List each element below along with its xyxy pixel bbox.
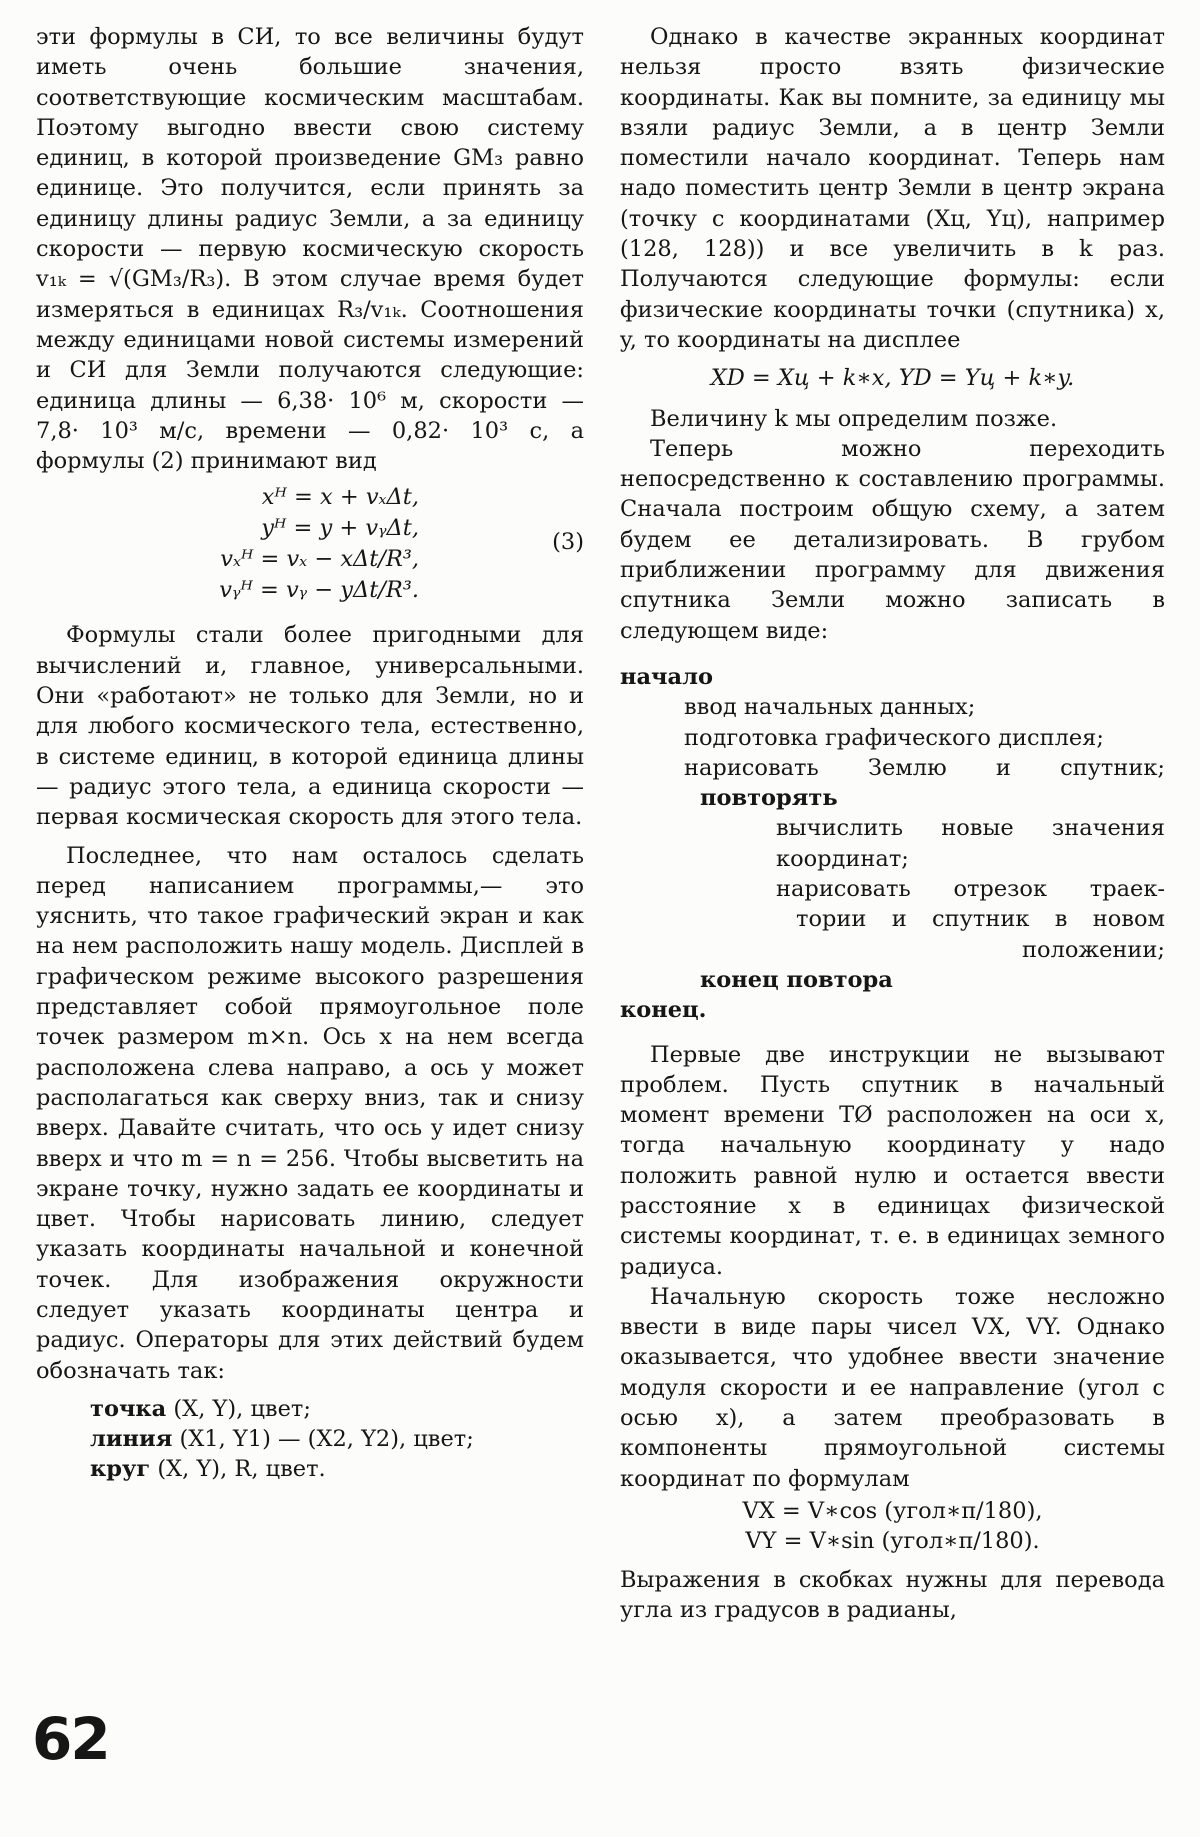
algo-step-trajectory-2: тории и спутник в новом — [796, 906, 1165, 933]
algo-step-trajectory-3: положении; — [1022, 936, 1165, 963]
formula-vy: VY = V∗sin (угол∗π/180). — [745, 1528, 1040, 1555]
algo-step-draw: нарисовать Землю и спутник; — [684, 754, 1165, 781]
operator-args: (X, Y), R, цвет. — [150, 1456, 326, 1483]
formula-block-3 — [36, 482, 584, 610]
formula-y-new: yᴴ = y + vᵧΔt, — [261, 515, 419, 542]
algo-step-compute-2: координат; — [776, 845, 909, 872]
formula-display-coords: XD = Xц + k∗x, YD = Yц + k∗y. — [710, 365, 1075, 392]
algo-end: конец. — [620, 997, 707, 1024]
left-column — [36, 22, 584, 1485]
paragraph-initial-speed: Начальную скорость тоже несложно ввести в виде пары чисел VX, VY. Однако оказывается, что удобнее ввести значение модуля скорости и ее направление (угол с осью x), а затем преобразовать в компоненты прямоугольной системы координат по формулам — [620, 1283, 1165, 1492]
page-number: 62 — [32, 1705, 109, 1773]
formula-number: (3) — [552, 529, 584, 556]
operator-keyword: точка — [90, 1395, 167, 1422]
paragraph-program: Теперь можно переходить непосредственно к составлению программы. Сначала построим общую схему, а затем будем ее детализировать. В грубом приближении программу для движения спутника Земли можно записать в следующем виде: — [620, 435, 1165, 644]
algo-begin: начало — [620, 663, 713, 690]
formula-vx-new: vₓᴴ = vₓ − xΔt/R³, — [220, 546, 419, 573]
algo-repeat: повторять — [700, 785, 838, 812]
operator-keyword: круг — [90, 1456, 151, 1483]
operator-args: (X, Y), цвет; — [166, 1395, 311, 1422]
paragraph-first-instructions: Первые две инструкции не вызывают проблем. Пусть спутник в начальный момент времени TØ расположен на оси x, тогда начальную координату y надо положить равной нулю и остается ввести расстояние x в единицах физической системы координат, т. е. в единицах земного радиуса. — [620, 1041, 1165, 1280]
formula-vx: VX = V∗cos (угол∗π/180), — [742, 1497, 1043, 1524]
paragraph-screen: Последнее, что нам осталось сделать перед написанием программы,— это уяснить, что такое графический экран и как на нем расположить нашу модель. Дисплей в графическом режиме высокого разрешения представляет собой прямоугольное поле точек размером m×n. Ось x на нем всегда расположена слева направо, а ось y может располагаться как сверху вниз, так и снизу вверх. Давайте считать, что ось y идет снизу вверх и что m = n = 256. Чтобы высветить на экране точку, нужно задать ее координаты и цвет. Чтобы нарисовать линию, следует указать координаты начальной и конечной точек. Для изображения окружности следует указать координаты центра и радиус. Операторы для этих действий будем обозначать так: — [36, 842, 584, 1384]
operator-point — [90, 1394, 584, 1424]
algo-step-input: ввод начальных данных; — [684, 694, 976, 721]
operator-line — [90, 1424, 584, 1454]
algorithm-block — [620, 662, 1165, 1026]
operator-args: (X1, Y1) — (X2, Y2), цвет; — [172, 1426, 474, 1453]
paragraph-radians: Выражения в скобках нужны для перевода угла из градусов в радианы, — [620, 1566, 1165, 1623]
paragraph-screen-coords: Однако в качестве экранных координат нельзя просто взять физические координаты. Как вы помните, за единицу мы взяли радиус Земли, а в центр Земли поместили начало координат. Теперь нам надо поместить центр Земли в центр экрана (точку с координатами (Xц, Yц), например (128, 128)) и все увеличить в k раз. Получаются следующие формулы: если физические координаты точки (спутника) x, y, то координаты на дисплее — [620, 24, 1165, 353]
algo-step-display: подготовка графического дисплея; — [684, 724, 1104, 751]
algo-step-compute-1: вычислить новые значения — [776, 815, 1165, 842]
operator-circle — [90, 1454, 584, 1484]
operator-keyword: линия — [90, 1426, 173, 1453]
paragraph-universal: Формулы стали более пригодными для вычислений и, главное, универсальными. Они «работают» не только для Земли, но и для любого космического тела, естественно, в системе единиц, в которой единица длины — радиус этого тела, а единица скорости — первая космическая скорость для этого тела. — [36, 622, 584, 831]
paragraph-units: эти формулы в СИ, то все величины будут иметь очень большие значения, соответствующие космическим масштабам. Поэтому выгодно ввести свою систему единиц, в которой произведение GM₃ равно единице. Это получится, если принять за единицу длины радиус Земли, а за единицу скорости — первую космическую скорость v₁ₖ = √(GM₃/R₃). В этом случае время будет измеряться в единицах R₃/v₁ₖ. Соотношения между единицами новой системы измерений и СИ для Земли получаются следующие: единица длины — 6,38· 10⁶ м, скорости — 7,8· 10³ м/с, времени — 0,82· 10³ с, а формулы (2) принимают вид — [36, 24, 584, 475]
algo-end-repeat: конец повтора — [700, 966, 893, 993]
operators-list — [90, 1394, 584, 1485]
algo-step-trajectory-1: нарисовать отрезок траек- — [776, 876, 1165, 903]
formula-vy-new: vᵧᴴ = vᵧ − yΔt/R³. — [219, 577, 419, 604]
paragraph-k-later: Величину k мы определим позже. — [650, 405, 1058, 432]
right-column — [620, 22, 1165, 1625]
formula-x-new: xᴴ = x + vₓΔt, — [261, 484, 419, 511]
